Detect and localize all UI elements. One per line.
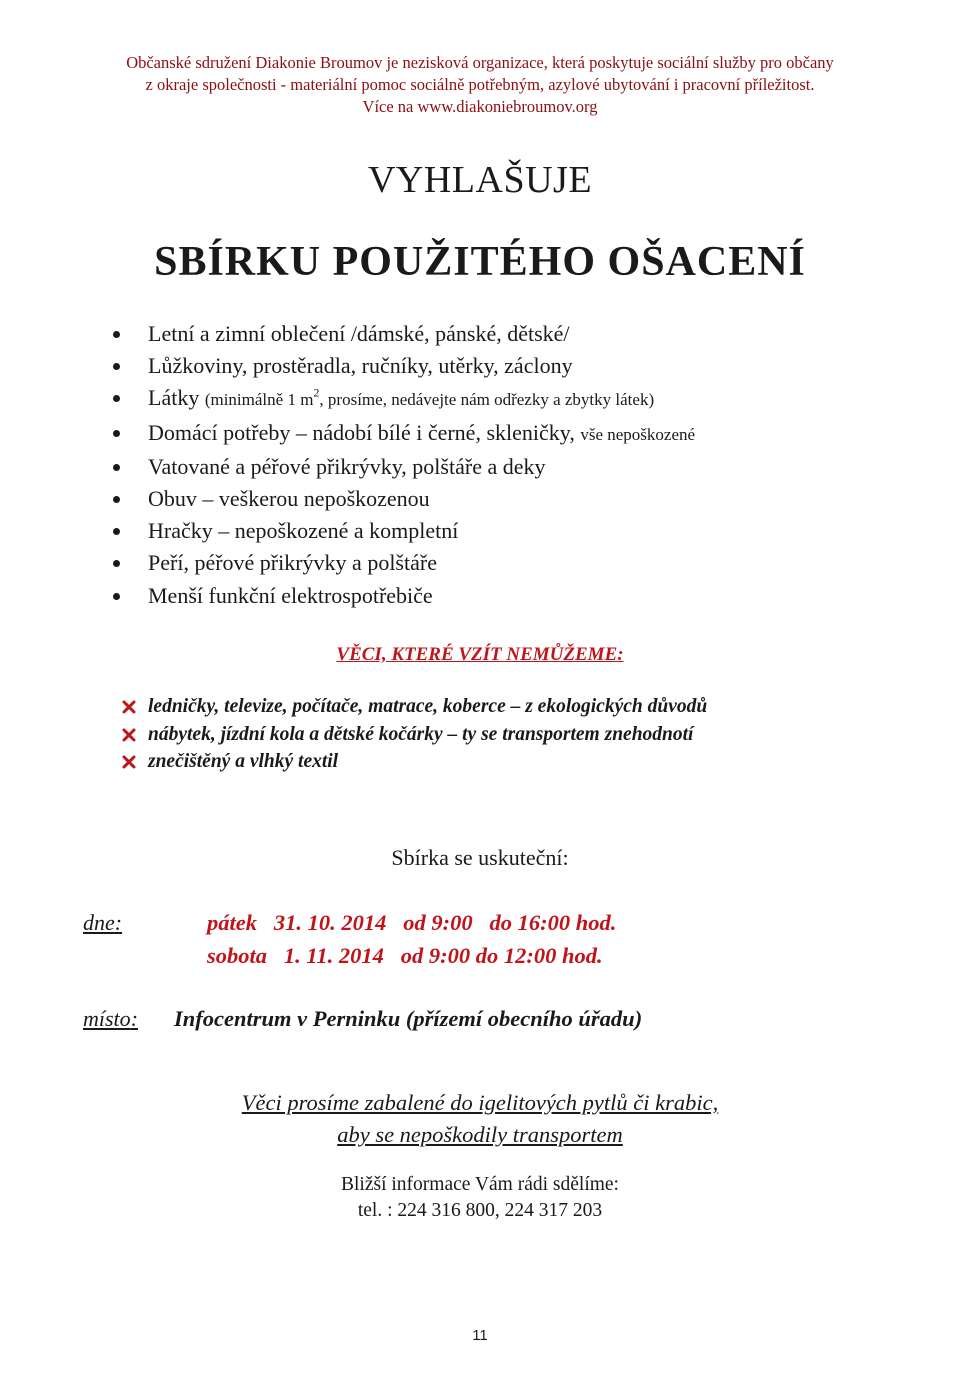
item-note-rest: , prosíme, nedávejte nám odřezky a zbytky látek)	[319, 390, 655, 410]
list-item	[108, 417, 695, 451]
list-item	[108, 350, 695, 382]
item-text: Obuv – veškerou nepoškozenou	[148, 486, 430, 512]
item-text: Látky	[148, 385, 205, 411]
date-line-1: pátek 31. 10. 2014 od 9:00 do 16:00 hod.	[207, 910, 617, 935]
bullet-icon	[113, 395, 120, 402]
list-item	[108, 382, 695, 416]
bullet-icon	[113, 560, 120, 567]
bullet-icon	[113, 331, 120, 338]
request-line-2: aby se nepoškodily transportem	[337, 1122, 623, 1147]
request-line-1: Věci prosíme zabalené do igelitových pytlů či krabic,	[241, 1090, 719, 1115]
collection-title: Sbírka se uskuteční:	[391, 845, 569, 870]
heading-collection: SBÍRKU POUŽITÉHO OŠACENÍ	[154, 239, 806, 285]
item-text: Lůžkoviny, prostěradla, ručníky, utěrky, záclony	[148, 353, 573, 379]
item-text: Domácí potřeby – nádobí bílé i černé, skleničky,	[148, 419, 581, 445]
intro-line-1: Občanské sdružení Diakonie Broumov je nezisková organizace, která poskytuje sociální služby pro občany	[126, 53, 834, 72]
accepted-items-list	[108, 318, 695, 612]
date-line-2: sobota 1. 11. 2014 od 9:00 do 12:00 hod.	[207, 943, 603, 968]
item-note: (minimálně 1 m	[204, 390, 314, 410]
info-line-1: Bližší informace Vám rádi sdělíme:	[341, 1174, 619, 1195]
item-text: Peří, péřové přikrývky a polštáře	[148, 550, 437, 576]
cross-icon	[122, 755, 136, 769]
cross-icon	[122, 728, 136, 742]
list-item	[108, 515, 695, 547]
list-item	[120, 748, 707, 776]
page-number: 11	[472, 1327, 488, 1344]
contact-phone: tel. : 224 316 800, 224 317 203	[357, 1200, 603, 1221]
intro-line-2: z okraje společnosti - materiální pomoc sociálně potřebným, azylové ubytování i pracovní příležitost.	[145, 75, 815, 94]
bullet-icon	[113, 496, 120, 503]
bullet-icon	[113, 430, 120, 437]
item-note: vše nepoškozené	[580, 424, 696, 444]
cannot-take-list	[120, 693, 707, 776]
list-item	[108, 318, 695, 350]
bullet-icon	[113, 593, 120, 600]
intro-text	[0, 52, 960, 118]
list-item	[108, 483, 695, 515]
item-text: Hračky – nepoškozené a kompletní	[148, 518, 459, 544]
heading-announces: VYHLAŠUJE	[367, 159, 593, 201]
date-label: dne	[83, 910, 115, 935]
bullet-icon	[113, 464, 120, 471]
cannot-take-title: VĚCI, KTERÉ VZÍT NEMŮŽEME:	[336, 644, 624, 665]
item-text: Letní a zimní oblečení /dámské, pánské, dětské/	[148, 321, 570, 346]
list-item	[120, 693, 707, 721]
date-label-wrap: dne:	[83, 910, 123, 935]
place-label-wrap: místo:	[83, 1006, 139, 1031]
cross-icon	[122, 700, 136, 714]
list-item	[120, 721, 707, 749]
item-text: Menší funkční elektrospotřebiče	[148, 582, 433, 608]
item-text: znečištěný a vlhký textil	[148, 751, 339, 772]
bullet-icon	[113, 363, 120, 370]
item-text: ledničky, televize, počítače, matrace, koberce – z ekologických důvodů	[148, 696, 708, 717]
intro-line-3: Více na www.diakoniebroumov.org	[362, 97, 598, 116]
list-item	[108, 580, 695, 612]
bullet-icon	[113, 528, 120, 535]
list-item	[108, 451, 695, 483]
item-text: nábytek, jízdní kola a dětské kočárky – ty se transportem znehodnotí	[148, 723, 694, 745]
list-item	[108, 547, 695, 579]
place-value: Infocentrum v Perninku (přízemí obecního úřadu)	[174, 1006, 643, 1031]
place-label: místo	[83, 1006, 131, 1031]
item-text: Vatované a péřové přikrývky, polštáře a deky	[148, 453, 546, 479]
item-note-sup: 2	[313, 386, 320, 401]
